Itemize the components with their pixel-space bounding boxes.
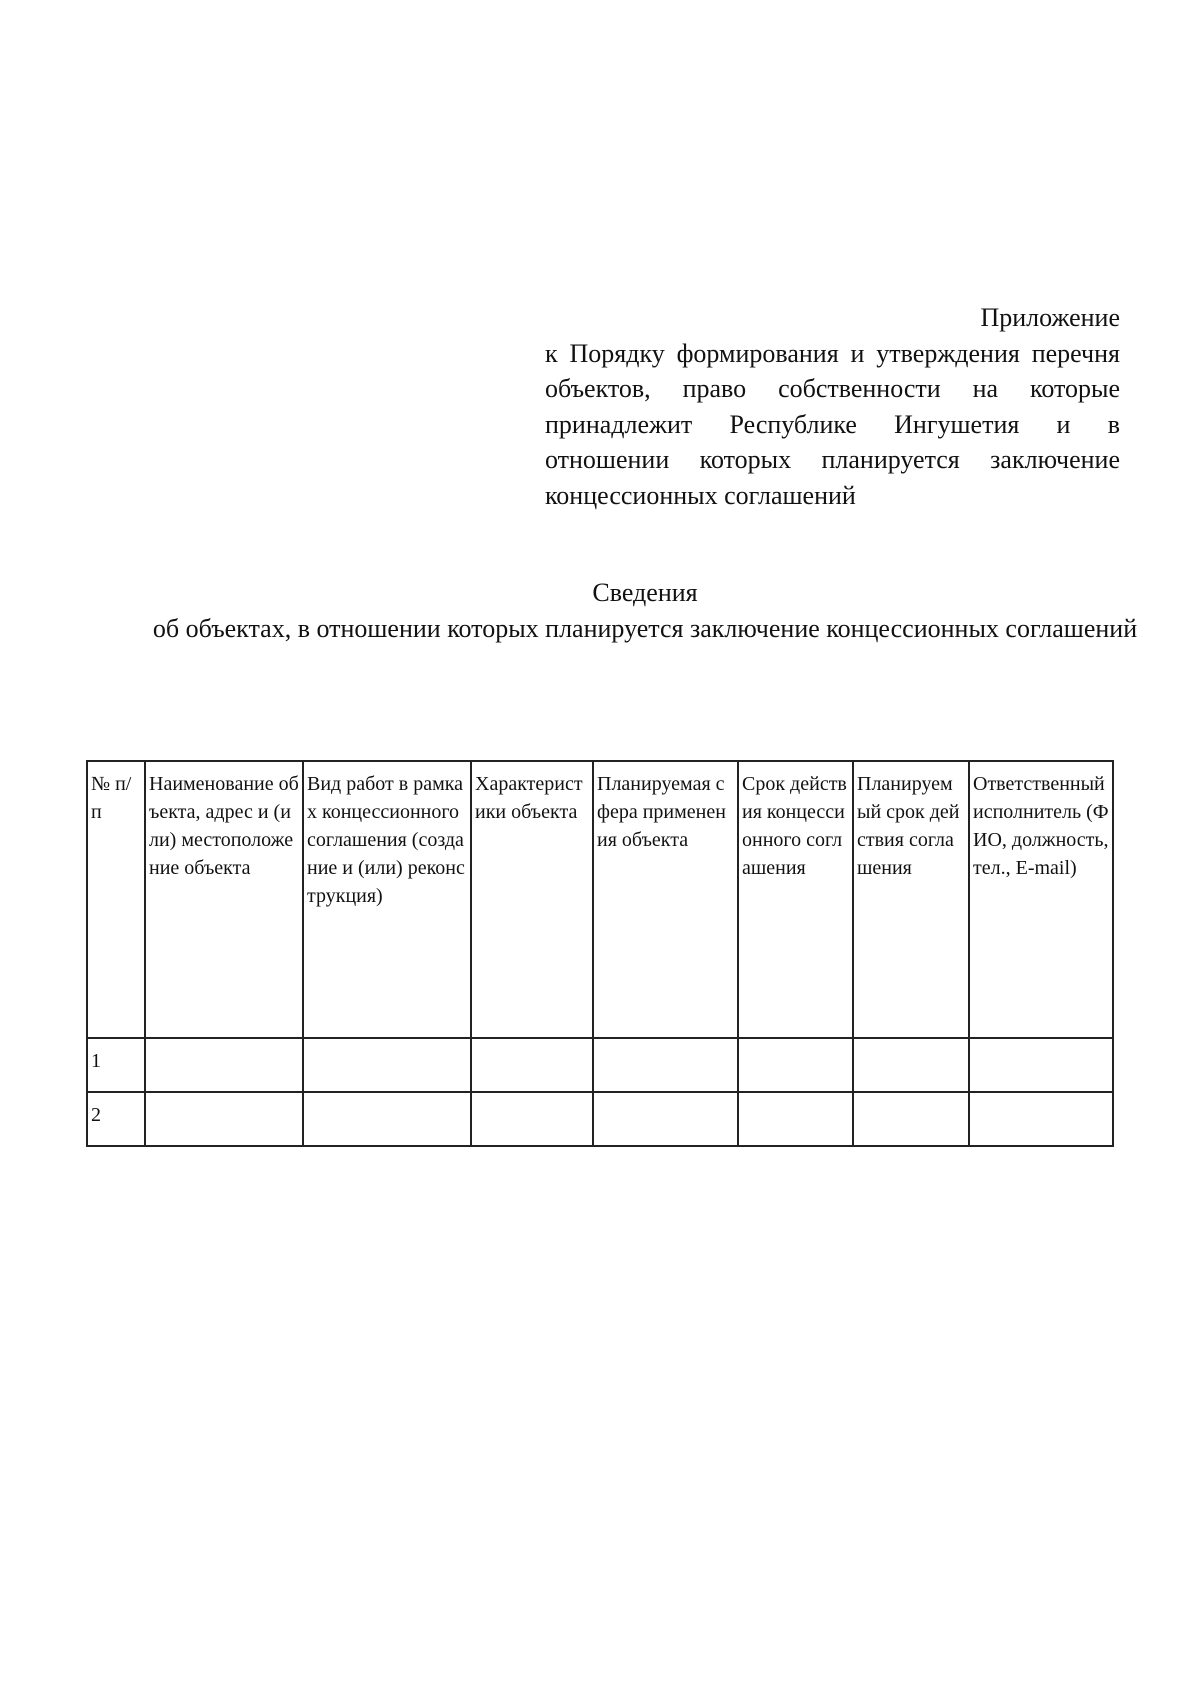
appendix-label: Приложение: [980, 303, 1120, 332]
table-cell: [853, 1038, 969, 1092]
header-cell-application-area: Планируемая сфера применения объекта: [593, 761, 738, 1038]
table-cell: [738, 1038, 853, 1092]
table-cell: [969, 1038, 1113, 1092]
table-cell: [303, 1092, 471, 1146]
title-line-1: Сведения: [592, 578, 698, 607]
header-cell-responsible: Ответственный исполнитель (ФИО, должность, тел., E-mail): [969, 761, 1113, 1038]
appendix-text: к Порядку формирования и утверждения перечня объектов, право собственности на которые принадлежит Республике Ингушетия и в отношении которых планируется заключение концессионных соглашений: [545, 338, 1120, 510]
header-cell-agreement-term: Срок действия концессионного соглашения: [738, 761, 853, 1038]
header-cell-characteristics: Характеристики объекта: [471, 761, 593, 1038]
table-cell: [471, 1092, 593, 1146]
table-cell: [969, 1092, 1113, 1146]
table-cell: [593, 1038, 738, 1092]
table-cell: [738, 1092, 853, 1146]
header-cell-name: Наименование объекта, адрес и (или) местоположение объекта: [145, 761, 303, 1038]
title-line-2: об объектах, в отношении которых планируется заключение концессионных соглашений: [152, 613, 1138, 643]
appendix-block: [545, 300, 1120, 513]
table-cell: 1: [87, 1038, 145, 1092]
header-cell-planned-term: Планируемый срок действия соглашения: [853, 761, 969, 1038]
header-cell-number: № п/п: [87, 761, 145, 1038]
table-cell: [145, 1038, 303, 1092]
table-cell: [303, 1038, 471, 1092]
table-row: [87, 1038, 1113, 1092]
document-title: [150, 575, 1140, 646]
table-cell: [145, 1092, 303, 1146]
table-cell: [593, 1092, 738, 1146]
table-row: [87, 1092, 1113, 1146]
table-header-row: [87, 761, 1113, 1038]
header-cell-work-type: Вид работ в рамках концессионного соглашения (создание и (или) реконструкция): [303, 761, 471, 1038]
table-cell: 2: [87, 1092, 145, 1146]
table-cell: [853, 1092, 969, 1146]
table-cell: [471, 1038, 593, 1092]
objects-table: [86, 760, 1114, 1147]
